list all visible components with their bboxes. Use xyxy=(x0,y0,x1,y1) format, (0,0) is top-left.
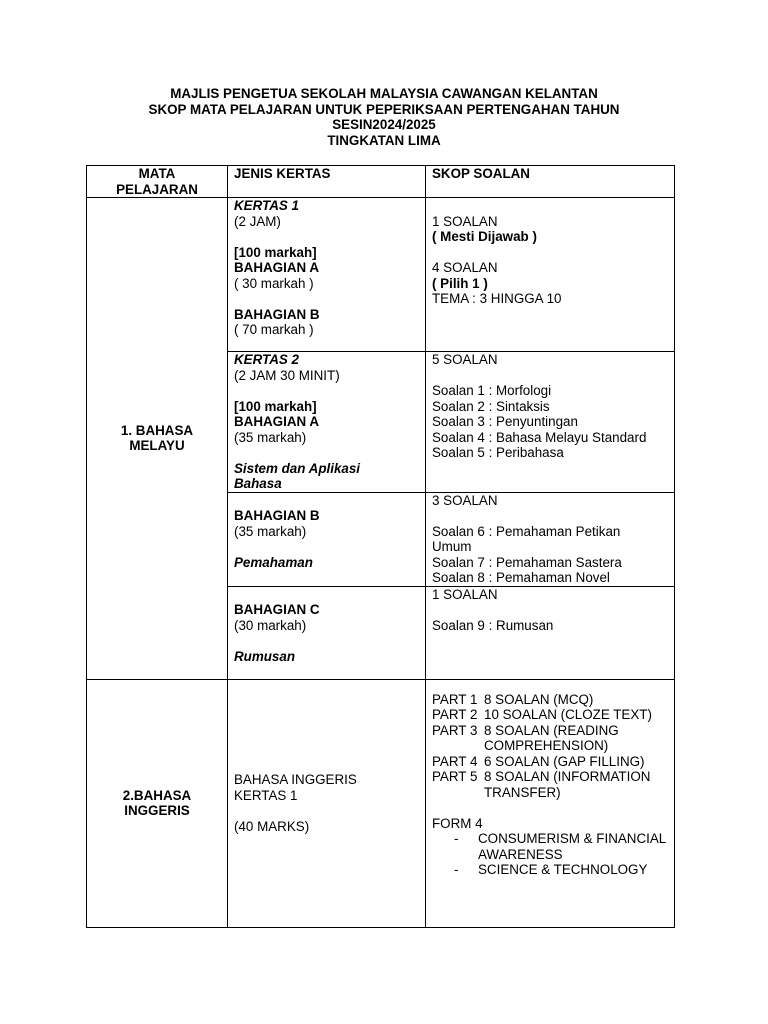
part-row: PART 4 6 SOALAN (GAP FILLING) xyxy=(432,753,645,769)
table-row xyxy=(87,198,675,352)
title-line-4: TINGKATAN LIMA xyxy=(327,132,441,148)
list-item: - SCIENCE & TECHNOLOGY xyxy=(454,862,648,877)
bi-scope-cell xyxy=(426,679,675,927)
title-line-2: SKOP MATA PELAJARAN UNTUK PEPERIKSAAN PERTENGAHAN TAHUN xyxy=(148,101,620,117)
kertas-1-duration: (2 JAM) xyxy=(234,213,281,229)
subject-bahasa-melayu: 1. BAHASA MELAYU xyxy=(87,198,228,680)
form-label: FORM 4 xyxy=(432,815,483,831)
part-row: PART 3 8 SOALAN (READING COMPREHENSION) xyxy=(432,722,619,753)
kertas-2-bahagian-a-cell: KERTAS 2 (2 JAM 30 MINIT) [100 markah] BAHAGIAN A (35 markah) Sistem dan Aplikasi Bahasa xyxy=(228,352,426,493)
kertas-2-bahagian-a-scope: 5 SOALAN Soalan 1 : Morfologi Soalan 2 : Sintaksis Soalan 3 : Penyuntingan Soalan 4 : Bahasa Melayu Standard Soalan 5 : Peribahasa xyxy=(426,352,675,493)
title-line-3: SESIN2024/2025 xyxy=(332,117,436,132)
part-row: PART 1 8 SOALAN (MCQ) xyxy=(432,691,594,707)
scope-table xyxy=(86,165,675,928)
header-jenis-kertas: JENIS KERTAS xyxy=(228,166,426,198)
kertas-1-b-marks: ( 70 markah ) xyxy=(234,322,314,337)
part-row: PART 2 10 SOALAN (CLOZE TEXT) xyxy=(432,707,652,722)
table-header-row xyxy=(87,166,675,198)
kertas-2-bahagian-b-cell: BAHAGIAN B (35 markah) Pemahaman xyxy=(228,492,426,586)
kertas-2-bahagian-c-cell: BAHAGIAN C (30 markah) Rumusan xyxy=(228,586,426,679)
subject-bahasa-inggeris: 2.BAHASA INGGERIS xyxy=(87,679,228,927)
kertas-2-title: KERTAS 2 xyxy=(234,352,299,367)
header-mata-pelajaran: MATA PELAJARAN xyxy=(87,166,228,198)
list-item: - CONSUMERISM & FINANCIAL AWARENESS xyxy=(454,831,666,862)
kertas-1-title: KERTAS 1 xyxy=(234,198,299,213)
kertas-2-bahagian-b-scope: 3 SOALAN Soalan 6 : Pemahaman Petikan Umum Soalan 7 : Pemahaman Sastera Soalan 8 : Pemahaman Novel xyxy=(426,492,675,586)
table-row xyxy=(87,679,675,927)
page-title xyxy=(0,86,768,148)
bi-paper-cell: BAHASA INGGERIS KERTAS 1 (40 MARKS) xyxy=(228,679,426,927)
kertas-1-marks: [100 markah] xyxy=(234,244,317,260)
kertas-2-bahagian-c-scope: 1 SOALAN Soalan 9 : Rumusan xyxy=(426,586,675,679)
kertas-1-cell xyxy=(228,198,426,352)
title-line-1: MAJLIS PENGETUA SEKOLAH MALAYSIA CAWANGAN KELANTAN xyxy=(170,86,598,101)
part-row: PART 5 8 SOALAN (INFORMATION TRANSFER) xyxy=(432,769,651,800)
kertas-1-bahagian-a: BAHAGIAN A xyxy=(234,260,320,275)
kertas-1-scope: 1 SOALAN ( Mesti Dijawab ) 4 SOALAN ( Pilih 1 ) TEMA : 3 HINGGA 10 xyxy=(426,198,675,352)
kertas-1-a-marks: ( 30 markah ) xyxy=(234,275,314,291)
header-skop-soalan: SKOP SOALAN xyxy=(426,166,675,198)
kertas-1-bahagian-b: BAHAGIAN B xyxy=(234,306,320,322)
